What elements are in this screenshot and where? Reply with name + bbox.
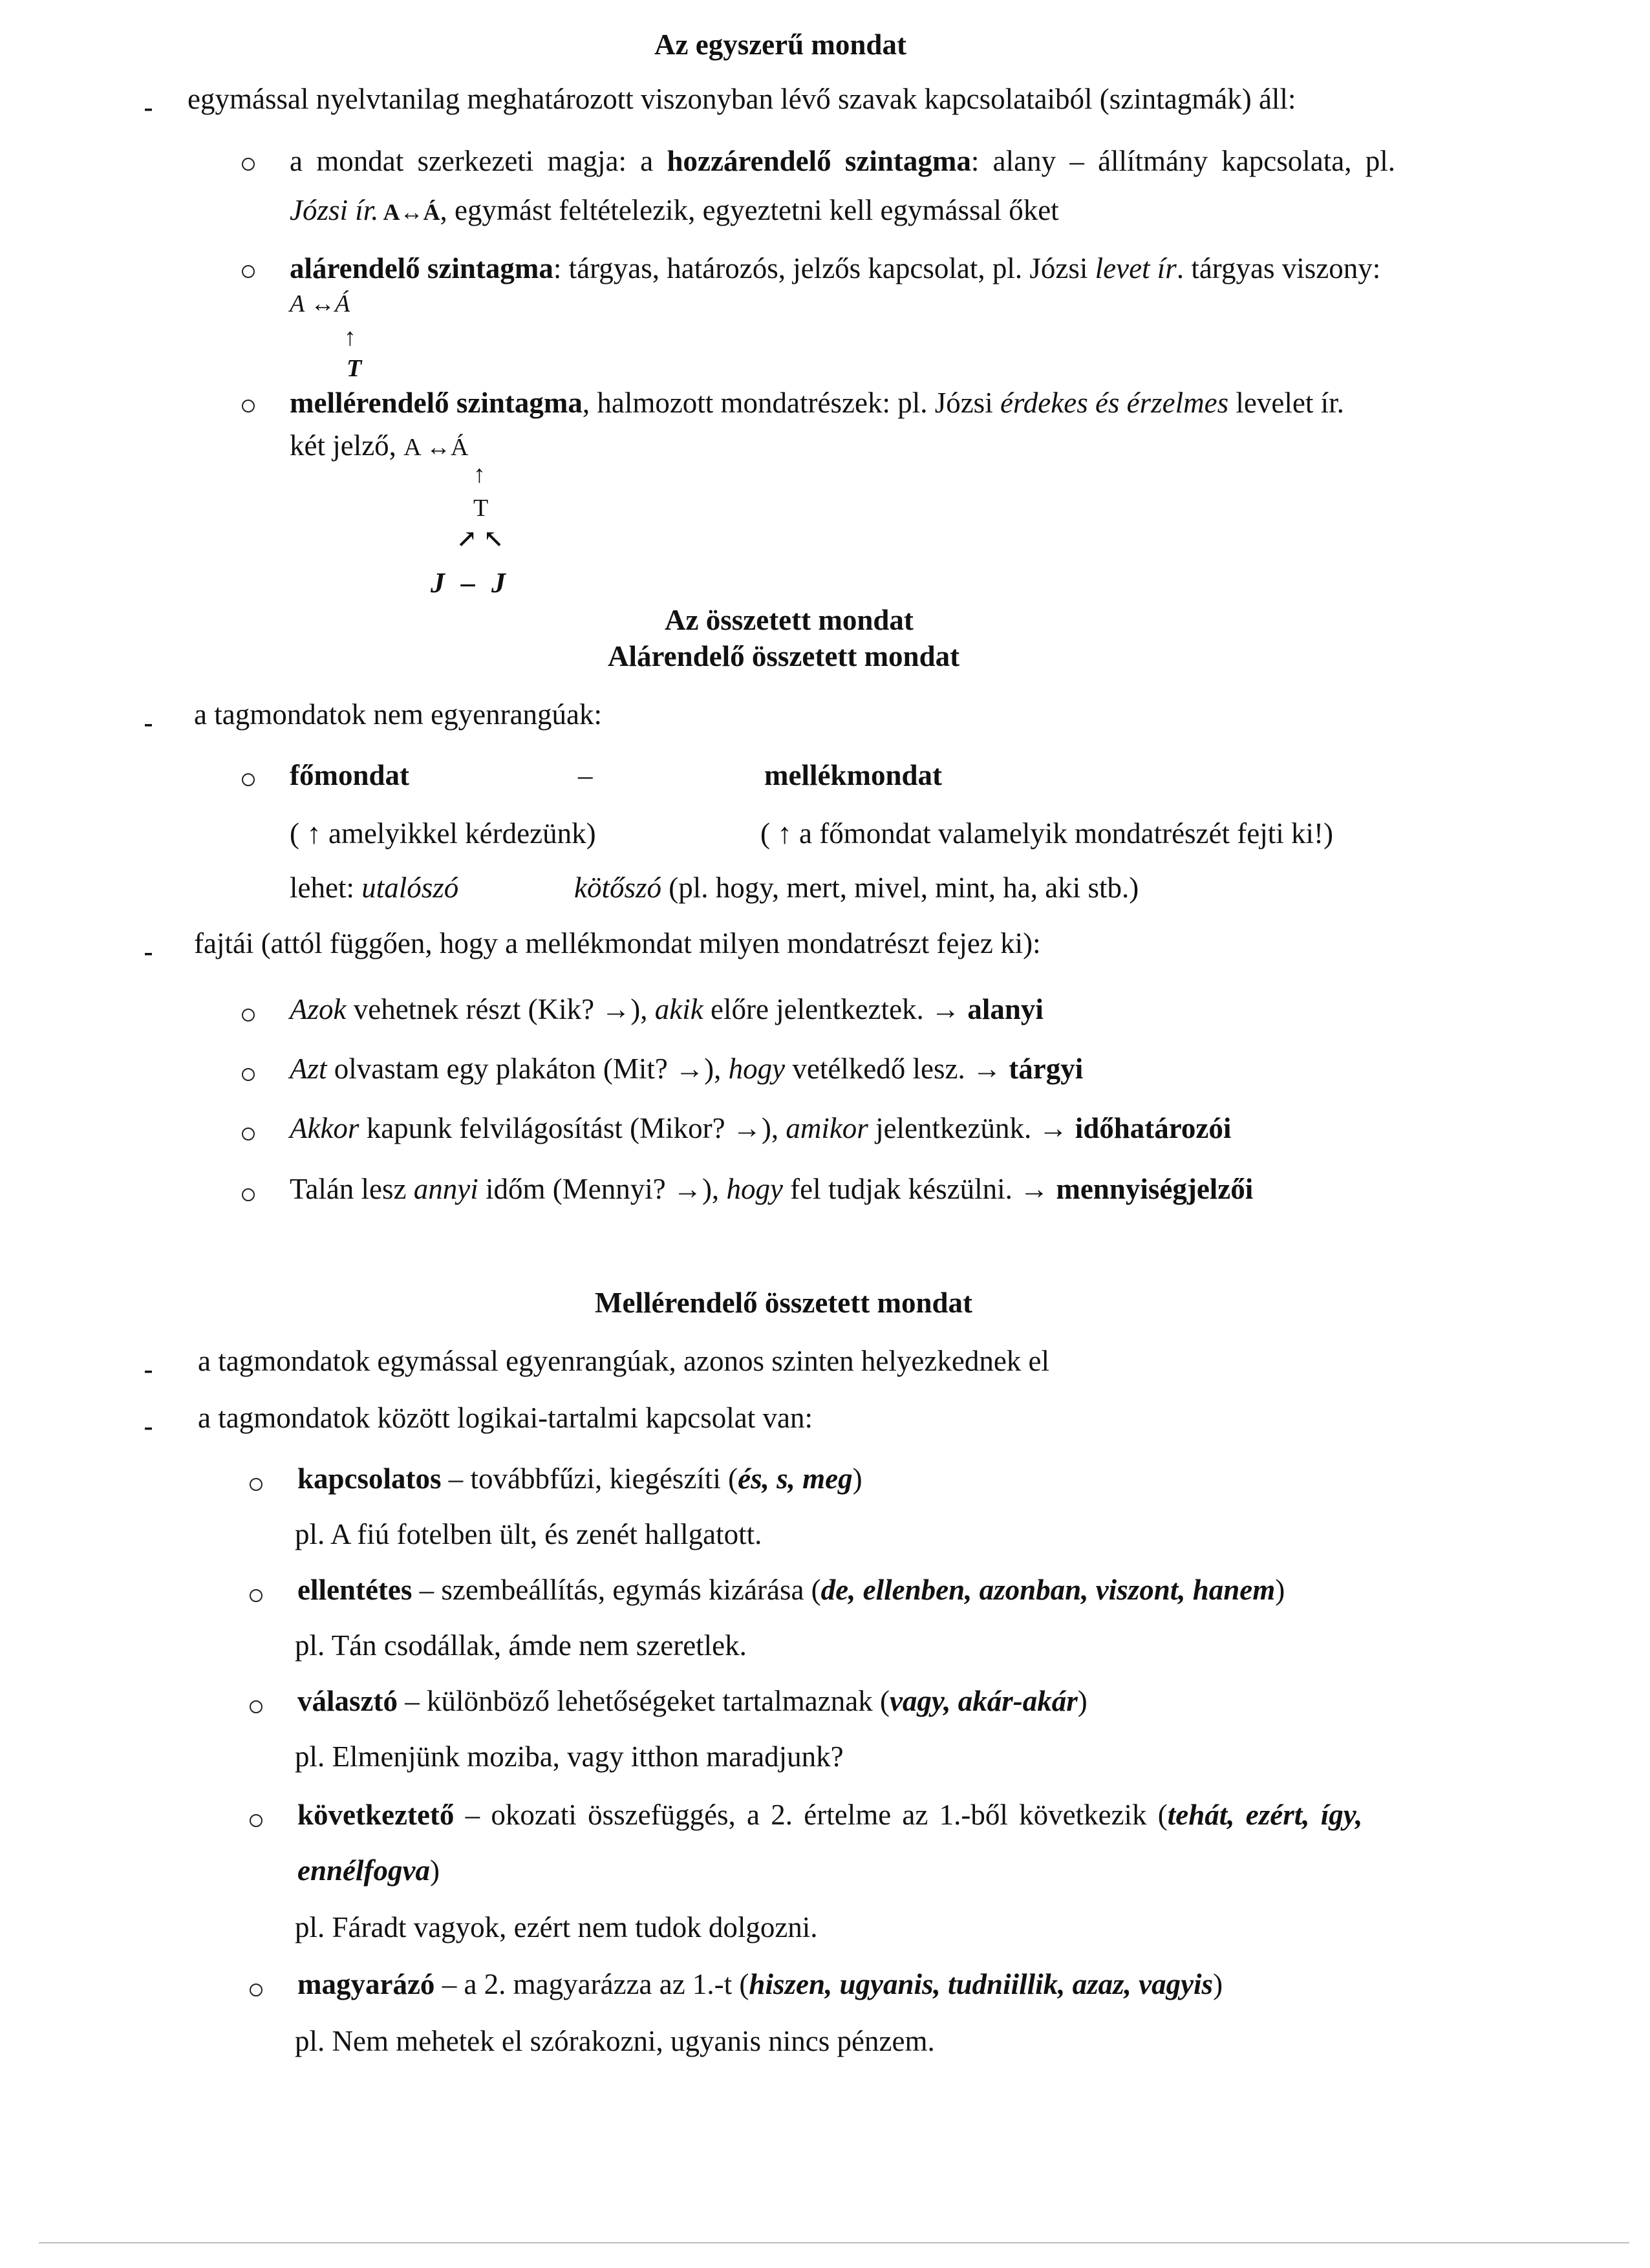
bullet-dash: - bbox=[144, 936, 153, 968]
formula: A ↔Á bbox=[403, 434, 469, 461]
example-sentence: pl. Elmenjünk moziba, vagy itthon maradjunk? bbox=[295, 1740, 844, 1773]
text: . tárgyas viszony: bbox=[1176, 252, 1381, 284]
list-item-cont bbox=[297, 1853, 440, 1888]
text: időm (Mennyi? →), bbox=[478, 1173, 727, 1205]
list-item bbox=[297, 1684, 1088, 1718]
text: olvastam egy plakáton (Mit? →), bbox=[327, 1053, 729, 1085]
circle-bullet bbox=[250, 1984, 262, 1996]
text: ) bbox=[1077, 1685, 1088, 1717]
example-line bbox=[290, 1171, 1253, 1206]
text: ) bbox=[429, 1854, 440, 1887]
text: – továbbfűzi, kiegészíti ( bbox=[441, 1462, 738, 1495]
term: utalószó bbox=[361, 872, 459, 904]
circle-bullet bbox=[242, 773, 255, 786]
diagram-arrow: ↑ bbox=[344, 324, 356, 351]
text: levelet ír. bbox=[1228, 387, 1344, 419]
text: – a 2. magyarázza az 1.-t ( bbox=[434, 1968, 749, 2000]
text: fel tudjak készülni. → bbox=[782, 1173, 1056, 1205]
text: – különböző lehetőségeket tartalmaznak ( bbox=[397, 1685, 890, 1717]
term: alárendelő szintagma bbox=[290, 252, 553, 284]
text: ) bbox=[1275, 1574, 1285, 1606]
sub-clause-label: mellékmondat bbox=[764, 759, 942, 791]
list-item bbox=[297, 1967, 1223, 2002]
term: tárgyi bbox=[1009, 1053, 1084, 1085]
text: : tárgyas, határozós, jelzős kapcsolat, pl. Józsi bbox=[553, 252, 1095, 284]
circle-bullet bbox=[242, 1009, 255, 1022]
term: következtető bbox=[297, 1799, 455, 1831]
text: – szembeállítás, egymás kizárása ( bbox=[412, 1574, 821, 1606]
text: , egymást feltételezik, egyeztetni kell egymással őket bbox=[440, 194, 1059, 226]
example-sentence: pl. Nem mehetek el szórakozni, ugyanis nincs pénzem. bbox=[295, 2025, 935, 2057]
section-subtitle: Alárendelő összetett mondat bbox=[608, 640, 960, 672]
example-sentence: pl. A fiú fotelben ült, és zenét hallgatott. bbox=[295, 1518, 762, 1550]
circle-bullet bbox=[242, 1068, 255, 1081]
diagram-label: T bbox=[347, 355, 362, 382]
bullet-dash: - bbox=[144, 1353, 153, 1386]
term: ellentétes bbox=[297, 1574, 412, 1606]
term: kapcsolatos bbox=[297, 1462, 442, 1495]
text: ) bbox=[852, 1462, 862, 1495]
text: Azok bbox=[290, 993, 347, 1025]
scan-edge-line bbox=[39, 2242, 1629, 2243]
term: kötőszó bbox=[574, 872, 661, 904]
term: magyarázó bbox=[297, 1968, 435, 2000]
circle-bullet bbox=[242, 265, 255, 278]
circle-bullet bbox=[250, 1814, 262, 1827]
text: Akkor bbox=[290, 1112, 359, 1144]
list-item-cont bbox=[290, 428, 468, 463]
term: mennyiségjelzői bbox=[1056, 1173, 1254, 1205]
paragraph: fajtái (attól függően, hogy a mellékmondat milyen mondatrészt fejez ki): bbox=[194, 927, 1041, 959]
list-item bbox=[297, 1461, 862, 1496]
term: alanyi bbox=[967, 993, 1044, 1025]
text: ) bbox=[1213, 1968, 1223, 2000]
connector-line bbox=[290, 870, 458, 905]
term: választó bbox=[297, 1685, 398, 1717]
text: (pl. hogy, mert, mivel, mint, ha, aki stb.) bbox=[661, 872, 1139, 904]
paragraph: a tagmondatok egymással egyenrangúak, azonos szinten helyezkednek el bbox=[198, 1345, 1050, 1377]
connectives: de, ellenben, azonban, viszont, hanem bbox=[820, 1574, 1276, 1606]
text: hogy bbox=[728, 1053, 786, 1085]
list-item bbox=[297, 1797, 1362, 1832]
example: Józsi ír. bbox=[290, 194, 379, 226]
text: Talán lesz bbox=[290, 1173, 414, 1205]
connectives: ennélfogva bbox=[297, 1854, 430, 1887]
text: vetélkedő lesz. → bbox=[785, 1053, 1009, 1085]
bullet-dash: - bbox=[144, 707, 153, 740]
text: amikor bbox=[786, 1112, 868, 1144]
text: kapunk felvilágosítást (Mikor? →), bbox=[359, 1112, 786, 1144]
text: akik bbox=[654, 993, 703, 1025]
list-item bbox=[290, 251, 1380, 286]
text: jelentkezünk. → bbox=[868, 1112, 1075, 1144]
bullet-dash: - bbox=[144, 91, 153, 124]
circle-bullet bbox=[242, 1188, 255, 1201]
diagram-label: A ↔Á bbox=[290, 290, 350, 317]
example: érdekes és érzelmes bbox=[1000, 387, 1229, 419]
example-sentence: pl. Tán csodállak, ámde nem szeretlek. bbox=[295, 1629, 747, 1662]
paragraph: a tagmondatok nem egyenrangúak: bbox=[194, 698, 603, 731]
term: időhatározói bbox=[1075, 1112, 1232, 1144]
list-item-cont bbox=[290, 193, 1059, 228]
text: annyi bbox=[413, 1173, 478, 1205]
circle-bullet bbox=[250, 1700, 262, 1713]
circle-bullet bbox=[250, 1589, 262, 1602]
circle-bullet bbox=[242, 400, 255, 412]
text: : alany – állítmány kapcsolata, pl. bbox=[970, 145, 1395, 177]
text: – okozati összefüggés, a 2. értelme az 1.-ből következik ( bbox=[454, 1799, 1168, 1831]
example-line bbox=[290, 1051, 1083, 1086]
formula: A↔Á bbox=[378, 199, 440, 225]
circle-bullet bbox=[242, 1128, 255, 1140]
diagram-arrows: ↗ ↖ bbox=[456, 526, 504, 553]
connector-line bbox=[574, 870, 1139, 905]
diagram-label: J – J bbox=[431, 567, 506, 599]
diagram-label: T bbox=[473, 495, 489, 522]
text: vehetnek részt (Kik? →), bbox=[346, 993, 655, 1025]
diagram-arrow: ↑ bbox=[473, 461, 486, 488]
connectives: tehát, ezért, így, bbox=[1167, 1799, 1363, 1831]
example: levet ír bbox=[1095, 252, 1177, 284]
list-item bbox=[290, 385, 1344, 420]
page-title: Az egyszerű mondat bbox=[654, 28, 906, 61]
bullet-dash: - bbox=[144, 1410, 153, 1443]
main-clause-label: főmondat bbox=[290, 759, 410, 791]
example-line bbox=[290, 1111, 1231, 1146]
paragraph: a tagmondatok között logikai-tartalmi kapcsolat van: bbox=[198, 1402, 813, 1434]
text: lehet: bbox=[290, 872, 362, 904]
connectives: és, s, meg bbox=[738, 1462, 853, 1495]
text: két jelző, bbox=[290, 429, 404, 462]
separator-dash: – bbox=[578, 759, 593, 791]
section-title: Mellérendelő összetett mondat bbox=[595, 1287, 973, 1319]
example-sentence: pl. Fáradt vagyok, ezért nem tudok dolgozni. bbox=[295, 1911, 818, 1943]
text: hogy bbox=[726, 1173, 783, 1205]
text: előre jelentkeztek. → bbox=[703, 993, 968, 1025]
term: hozzárendelő szintagma bbox=[667, 145, 971, 177]
text: Azt bbox=[290, 1053, 327, 1085]
text: , halmozott mondatrészek: pl. Józsi bbox=[582, 387, 1000, 419]
term: mellérendelő szintagma bbox=[290, 387, 583, 419]
list-item bbox=[297, 1572, 1285, 1607]
text: a mondat szerkezeti magja: a bbox=[290, 145, 667, 177]
connectives: vagy, akár-akár bbox=[889, 1685, 1078, 1717]
list-item bbox=[290, 144, 1395, 178]
main-clause-note: ( ↑ amelyikkel kérdezünk) bbox=[290, 817, 596, 850]
sub-clause-note: ( ↑ a főmondat valamelyik mondatrészét fejti ki!) bbox=[760, 817, 1333, 850]
intro-line: egymással nyelvtanilag meghatározott viszonyban lévő szavak kapcsolataiból (szintagmák) áll: bbox=[188, 83, 1296, 115]
section-title: Az összetett mondat bbox=[665, 604, 914, 636]
example-line bbox=[290, 992, 1044, 1027]
connectives: hiszen, ugyanis, tudniillik, azaz, vagyis bbox=[749, 1968, 1214, 2000]
circle-bullet bbox=[250, 1478, 262, 1491]
circle-bullet bbox=[242, 158, 255, 171]
